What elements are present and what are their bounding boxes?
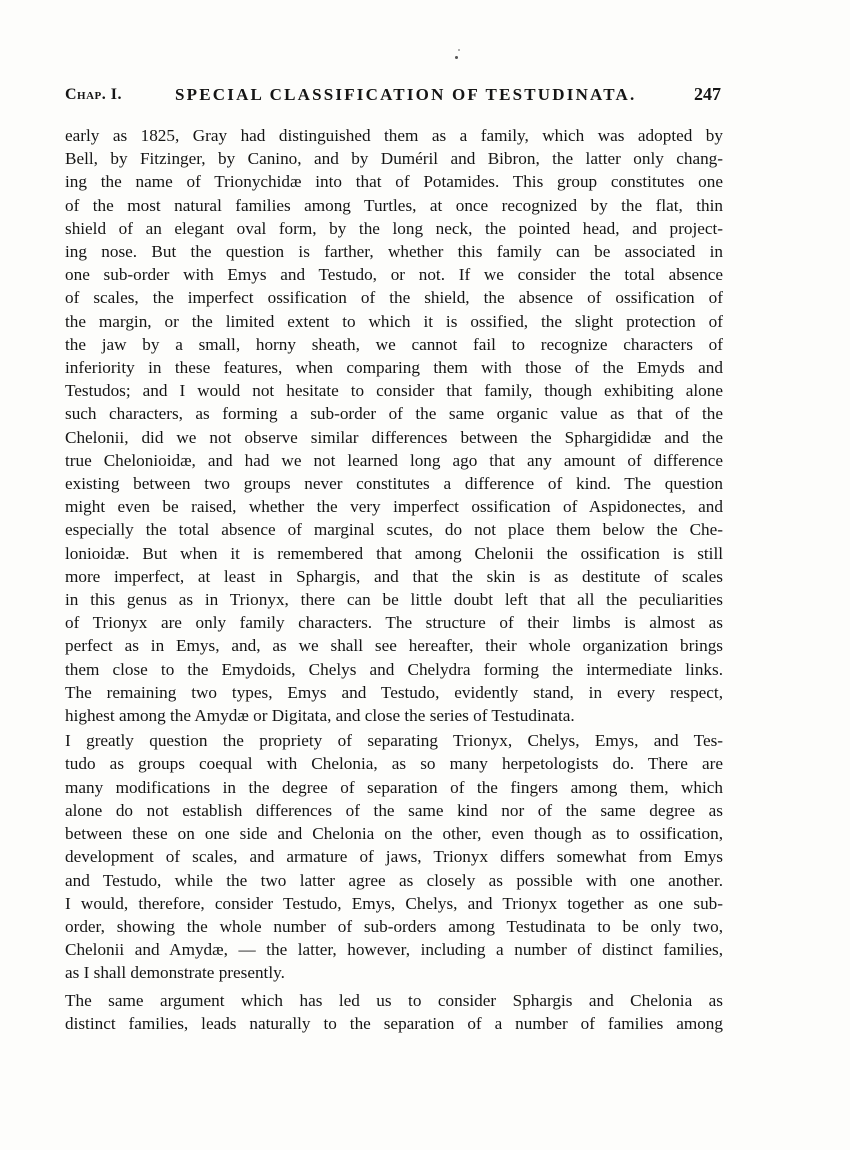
text-line: distinct families, leads naturally to the separation of a number of families among: [65, 1013, 723, 1033]
text-line: highest among the Amydæ or Digitata, and close the series of Testudinata.: [65, 706, 575, 726]
text-line: ing nose. But the question is farther, whether this family can be associated in: [65, 242, 723, 262]
paragraph-1: [65, 124, 723, 727]
text-line: lonioidæ. But when it is remembered that among Chelonii the ossification is still: [65, 543, 723, 563]
text-line: existing between two groups never constitutes a difference of kind. The question: [65, 474, 723, 494]
body-text: [65, 124, 723, 1035]
text-line: in this genus as in Trionyx, there can be little doubt left that all the peculiarities: [65, 590, 723, 610]
text-line: Chelonii, did we not observe similar differences between the Sphargididæ and the: [65, 427, 723, 447]
text-line: early as 1825, Gray had distinguished them as a family, which was adopted by: [65, 126, 723, 145]
text-line: one sub-order with Emys and Testudo, or not. If we consider the total absence: [65, 265, 723, 285]
text-line: inferiority in these features, when comparing them with those of the Emyds and: [65, 358, 723, 378]
text-line: especially the total absence of marginal scutes, do not place them below the Che-: [65, 520, 723, 540]
text-line: tudo as groups coequal with Chelonia, as so many herpetologists do. There are: [65, 754, 723, 774]
text-line: more imperfect, at least in Sphargis, and that the skin is as destitute of scales: [65, 566, 723, 586]
print-speck: [455, 56, 458, 59]
text-line: I greatly question the propriety of separating Trionyx, Chelys, Emys, and Tes-: [65, 731, 723, 751]
text-line: true Chelonioidæ, and had we not learned long ago that any amount of difference: [65, 450, 723, 470]
text-line: between these on one side and Chelonia on the other, even though as to ossification,: [65, 824, 723, 844]
text-line: Chelonii and Amydæ, — the latter, however, including a number of distinct families,: [65, 940, 723, 960]
text-line: I would, therefore, consider Testudo, Emys, Chelys, and Trionyx together as one sub-: [65, 893, 723, 913]
paragraph-3: [65, 989, 723, 1035]
text-line: the margin, or the limited extent to which it is ossified, the slight protection of: [65, 311, 723, 331]
chapter-label: Chap. I.: [65, 86, 123, 103]
page-title: SPECIAL CLASSIFICATION OF TESTUDINATA.: [175, 85, 637, 104]
text-line: ing the name of Trionychidæ into that of Potamides. This group constitutes one: [65, 172, 723, 192]
text-line: development of scales, and armature of jaws, Trionyx differs somewhat from Emys: [65, 847, 723, 867]
text-line: them close to the Emydoids, Chelys and Chelydra forming the intermediate links.: [65, 659, 723, 679]
text-line: The same argument which has led us to consider Sphargis and Chelonia as: [65, 990, 723, 1010]
text-line: of scales, the imperfect ossification of the shield, the absence of ossification of: [65, 288, 723, 308]
text-line: of Trionyx are only family characters. The structure of their limbs is almost as: [65, 613, 723, 633]
text-line: and Testudo, while the two latter agree as closely as possible with one another.: [65, 870, 723, 890]
print-speck: [458, 49, 460, 51]
text-line: perfect as in Emys, and, as we shall see hereafter, their whole organization brings: [65, 636, 723, 656]
running-head: [65, 84, 725, 110]
paragraph-2: [65, 729, 723, 984]
page-number: 247: [694, 84, 721, 104]
text-line: Testudos; and I would not hesitate to consider that family, though exhibiting alone: [65, 381, 723, 401]
text-line: of the most natural families among Turtles, at once recognized by the flat, thin: [65, 195, 723, 215]
text-line: many modifications in the degree of separation of the fingers among them, which: [65, 777, 723, 797]
text-line: the jaw by a small, horny sheath, we cannot fail to recognize characters of: [65, 334, 723, 354]
text-line: order, showing the whole number of sub-orders among Testudinata to be only two,: [65, 916, 723, 936]
text-line: The remaining two types, Emys and Testudo, evidently stand, in every respect,: [65, 682, 723, 702]
text-line: alone do not establish differences of the same kind nor of the same degree as: [65, 800, 723, 820]
text-line: shield of an elegant oval form, by the long neck, the pointed head, and project-: [65, 218, 723, 238]
text-line: as I shall demonstrate presently.: [65, 963, 285, 983]
text-line: might even be raised, whether the very imperfect ossification of Aspidonectes, and: [65, 497, 723, 517]
text-line: Bell, by Fitzinger, by Canino, and by Duméril and Bibron, the latter only chang-: [65, 149, 723, 169]
text-line: such characters, as forming a sub-order of the same organic value as that of the: [65, 404, 723, 424]
